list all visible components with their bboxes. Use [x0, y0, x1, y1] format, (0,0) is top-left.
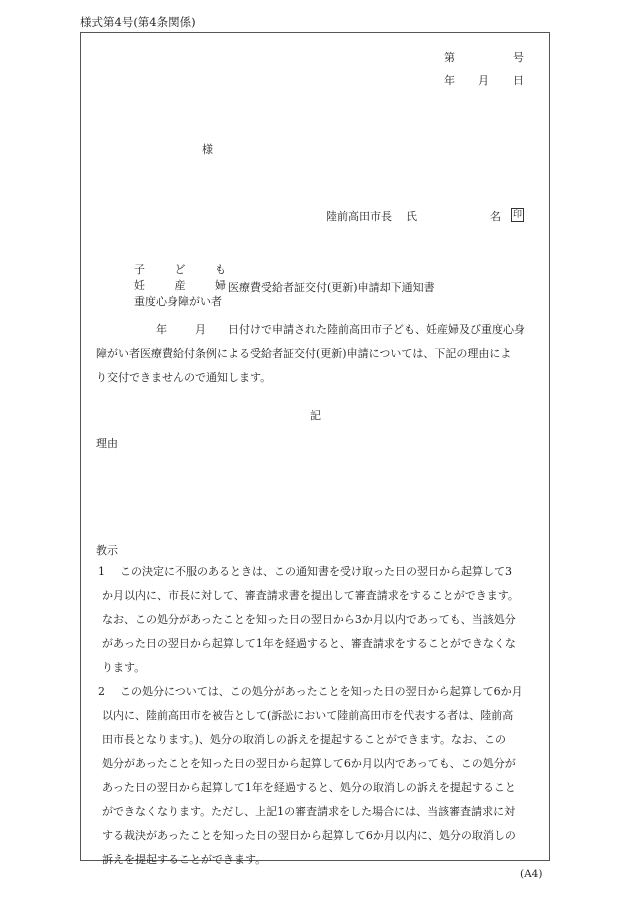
instruction-item-number: 1: [98, 565, 105, 578]
instruction-list: [96, 560, 534, 872]
instruction-heading: 教示: [96, 544, 118, 557]
body-line-3: り交付できませんので通知します。: [96, 371, 272, 384]
instruction-item-text: この処分については、この処分があったことを知った日の翌日から起算して6か月 以内に、陸前高田市を被告として(訴訟において陸前高田市を代表する者は、陸前高 田市長となります。)、処分の取消しの訴えを提起することができます。なお、この 処分があったことを知った日の翌日から起算して6か月以内であっても、この処分が あった日の翌日から起算して1年を経過すると、処分の取消しの訴えを提起すること ができなくなります。ただし、上記1の審査請求をした場合には、当該審査請求に対 する裁決があったことを知った日の翌日から起算して6か月以内に、処分の取消しの 訴えを提起することができます。: [102, 685, 523, 866]
number-suffix: 号: [513, 51, 524, 64]
instruction-item-number: 2: [98, 685, 105, 698]
instruction-item-text: この決定に不服のあるときは、この通知書を受け取った日の翌日から起算して3 か月以内に、市長に対して、審査請求書を提出して審査請求をすることができます。 なお、この処分があったことを知った日の翌日から3か月以内であっても、当該処分 があった日の翌日から起算して1年を経過すると、審査請求をすることができなくな ります。: [102, 565, 519, 674]
addressee-honorific: 様: [202, 143, 213, 156]
instruction-item-1: [96, 560, 534, 680]
reason-label: 理由: [96, 437, 118, 450]
document-title: [134, 262, 514, 310]
form-label: 様式第4号(第4条関係): [80, 15, 196, 29]
number-prefix: 第: [444, 51, 455, 64]
ki-heading: 記: [310, 409, 321, 422]
body-line-1: 年 月 日付けで申請された陸前高田市子ども、妊産婦及び重度心身: [156, 323, 525, 336]
subject-severely-disabled: 重度心身障がい者: [134, 295, 222, 308]
seal-icon: 印: [512, 210, 522, 220]
notice-body: [96, 318, 534, 390]
body-line-2: 障がい者医療費給付条例による受給者証交付(更新)申請については、下記の理由によ: [96, 347, 512, 360]
date-day: 日: [513, 74, 524, 87]
paper-size-label: (A4): [520, 868, 543, 880]
date-year: 年: [444, 74, 455, 87]
seal-mark: [509, 207, 524, 223]
subject-expectant-mothers: 妊 産 婦: [134, 279, 226, 292]
issuer-mei: 名: [490, 210, 501, 223]
subject-children: 子 ど も: [134, 263, 226, 276]
instruction-item-2: [96, 680, 534, 872]
issuer-name: 陸前高田市長: [326, 210, 392, 223]
title-subjects: [134, 262, 226, 310]
document-name: 医療費受給者証交付(更新)申請却下通知書: [228, 281, 435, 294]
date-month: 月: [478, 74, 489, 87]
issuer-shi: 氏: [406, 210, 417, 223]
